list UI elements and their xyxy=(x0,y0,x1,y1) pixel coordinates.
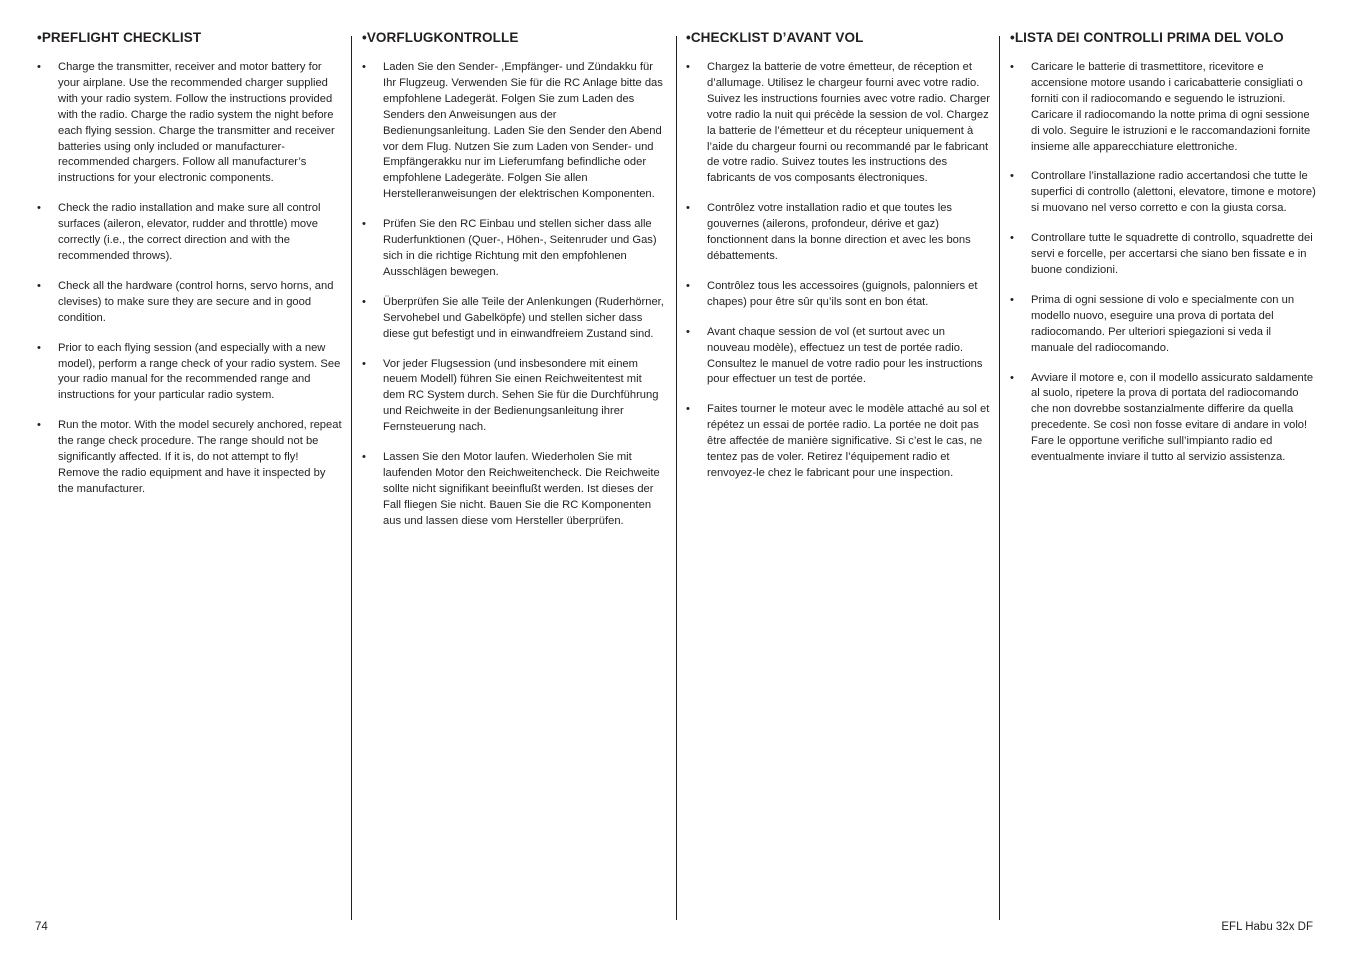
column-divider xyxy=(999,36,1000,920)
list-item: • Vor jeder Flugsession (und insbesondere mit einem neuem Modell) führen Sie einen Reichweitentest mit dem RC System durch. Sehen Sie für die Durchführung und Reichweite in der Bedienungsanleitung ihrer Fernsteuerung nach. xyxy=(362,357,659,434)
checklist xyxy=(362,60,666,530)
page-number: 74 xyxy=(35,921,48,933)
column-divider xyxy=(676,36,677,920)
list-item: • Check the radio installation and make sure all control surfaces (aileron, elevator, rudder and throttle) move correctly (i.e., the correct direction and with the recommended throws). xyxy=(37,202,321,262)
list-item: • Chargez la batterie de votre émetteur, de réception et d’allumage. Utilisez le chargeur fourni avec votre radio. Suivez les instructions fournies avec votre radio. Charger votre radio la nuit qui précède la session de vol. Chargez la batterie de l’émetteur et du récepteur uniquement à l’aide du chargeur fourni ou recommandé par le fabricant de votre radio. Suivez toutes les instructions des fabricants de vos composants électroniques. xyxy=(686,61,990,185)
column-french xyxy=(686,30,990,496)
column-italian xyxy=(1010,30,1316,480)
list-item: • Controllare l’installazione radio accertandosi che tutte le superfici di controllo (alettoni, elevatore, timone e motore) si muovano nel verso corretto e con la giusta corsa. xyxy=(1010,170,1316,215)
list-item: • Faites tourner le moteur avec le modèle attaché au sol et répétez un essai de portée radio. La portée ne doit pas être affectée de manière significative. Si c’est le cas, ne tentez pas de voler. Retirez l’équipement radio et renvoyez-le chez le fabricant pour une inspection. xyxy=(686,403,990,479)
section-heading: •VORFLUGKONTROLLE xyxy=(362,30,519,45)
list-item: • Contrôlez votre installation radio et que toutes les gouvernes (ailerons, profondeur, dérive et gaz) fonctionnent dans la bonne direction et avec les bons débattements. xyxy=(686,202,971,262)
section-heading: •LISTA DEI CONTROLLI PRIMA DEL VOLO xyxy=(1010,30,1284,45)
checklist xyxy=(1010,60,1316,466)
list-item: • Avviare il motore e, con il modello assicurato saldamente al suolo, ripetere la prova di portata del radiocomando che non dovrebbe sostanzialmente differire da quella precedente. Se così non fosse evitare di andare in volo! Fare le opportune verifiche sull’impianto radio ed eventualmente inviare il tutto al servizio assistenza. xyxy=(1010,371,1314,464)
list-item: • Prior to each flying session (and especially with a new model), perform a range check of your radio system. See your radio manual for the recommended range and instructions for your particular radio system. xyxy=(37,341,341,402)
column-english xyxy=(37,30,343,512)
product-name: EFL Habu 32x DF xyxy=(1221,921,1313,933)
column-german xyxy=(362,30,666,544)
list-item: • Controllare tutte le squadrette di controllo, squadrette dei servi e forcelle, per accertarsi che siano ben fissate e in buone condizioni. xyxy=(1010,232,1313,276)
checklist xyxy=(686,60,990,482)
list-item: • Contrôlez tous les accessoires (guignols, palonniers et chapes) pour être sûr qu’ils sont en bon état. xyxy=(686,279,978,308)
section-heading: •PREFLIGHT CHECKLIST xyxy=(37,30,202,45)
column-divider xyxy=(351,36,352,920)
list-item: • Run the motor. With the model securely anchored, repeat the range check procedure. The range should not be significantly affected. If it is, do not attempt to fly! Remove the radio equipment and have it inspected by the manufacturer. xyxy=(37,419,342,495)
list-item: • Überprüfen Sie alle Teile der Anlenkungen (Ruderhörner, Servohebel und Gabelköpfe) und stellen sicher dass diese gut befestigt und in einwandfreiem Zustand sind. xyxy=(362,295,664,340)
list-item: • Caricare le batterie di trasmettitore, ricevitore e accensione motore usando i caricabatterie consigliati o forniti con il radiocomando e seguendo le istruzioni. Caricare il radiocomando la notte prima di ogni sessione di volo. Seguire le istruzioni e le raccomandazioni fornite insieme alle apparecchiature elettroniche. xyxy=(1010,61,1311,153)
list-item: • Laden Sie den Sender- ,Empfänger- und Zündakku für Ihr Flugzeug. Verwenden Sie für die RC Anlage bitte das empfohlene Ladegerät. Folgen Sie zum Laden des Senders den Anweisungen aus der Bedienungsanleitung. Laden Sie den Sender den Abend vor dem Flug. Nutzen Sie zum Laden von Sender- und Empfängerakku nur im Lieferumfang befindliche oder empfohlene Ladegeräte. Folgen Sie allen Herstelleranweisungen der elektrischen Komponenten. xyxy=(362,61,663,201)
list-item: • Check all the hardware (control horns, servo horns, and clevises) to make sure they are secure and in good condition. xyxy=(37,279,334,324)
list-item: • Charge the transmitter, receiver and motor battery for your airplane. Use the recommended charger supplied with your radio system. Follow the instructions provided with the radio. Charge the radio system the night before each flying session. Charge the transmitter and receiver batteries using only included or manufacturer-recommended chargers. Follow all manufacturer’s instructions for your electronic components. xyxy=(37,61,335,185)
list-item: • Prüfen Sie den RC Einbau und stellen sicher dass alle Ruderfunktionen (Quer-, Höhen-, Seitenruder und Gas) sich in die richtige Richtung mit den empfohlenen Ausschlägen bewegen. xyxy=(362,218,657,278)
list-item: • Prima di ogni sessione di volo e specialmente con un modello nuovo, eseguire una prova di portata del radiocomando. Per ulteriori spiegazioni si veda il manuale del radiocomando. xyxy=(1010,293,1295,354)
checklist xyxy=(37,60,343,498)
list-item: • Avant chaque session de vol (et surtout avec un nouveau modèle), effectuez un test de portée radio. Consultez le manuel de votre radio pour les instructions pour effectuer un test de portée. xyxy=(686,325,983,386)
list-item: • Lassen Sie den Motor laufen. Wiederholen Sie mit laufenden Motor den Reichweitencheck. Die Reichweite sollte nicht signifikant beeinflußt werden. Ist dieses der Fall fliegen Sie nicht. Bauen Sie die RC Komponenten aus und lassen diese vom Hersteller überprüfen. xyxy=(362,451,660,527)
section-heading: •CHECKLIST D’AVANT VOL xyxy=(686,30,864,45)
